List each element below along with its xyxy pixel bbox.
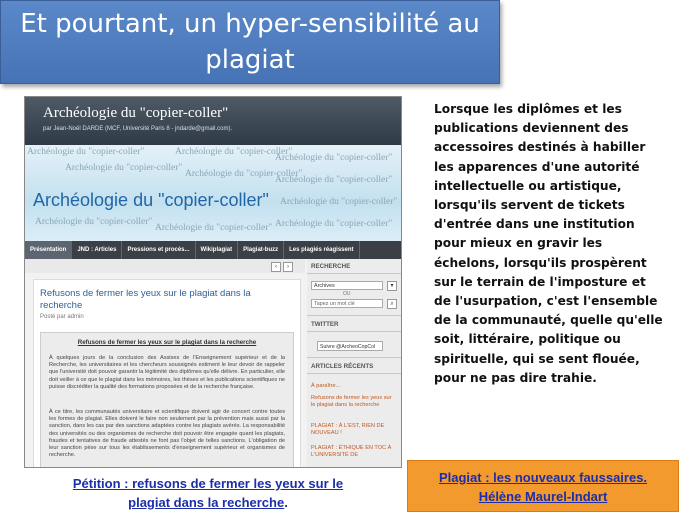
blog-nav — [25, 241, 401, 259]
recent-article-link[interactable]: PLAGIAT : À L'EST, RIEN DE NOUVEAU ! — [311, 423, 385, 436]
post-title[interactable]: Refusons de fermer les yeux sur le plagiat dans la recherche — [40, 288, 251, 311]
nav-item[interactable]: Pressions et procès... — [122, 241, 195, 259]
post-paragraph: À quelques jours de la conclusion des Assises de l'Enseignement supérieur et de la Recherche, les universitaires et les chercheurs soussignés estiment le leur devoir de rappeler que l'université doit pouvoir garantir la légitimité des diplômes qu'elle délivre. En particulier, elle doit veiller à ce que le plagiat dans les mémoires, les thèses et les publications scientifiques ne puisse discréditer la qualité des formations proposées et de la recherche française. — [49, 355, 285, 390]
sidebar-heading-articles: ARTICLES RÉCENTS — [311, 363, 374, 370]
book-title-link[interactable]: Plagiat : les nouveaux faussaires. — [438, 470, 648, 485]
title-banner — [0, 0, 500, 84]
nav-item[interactable]: Plagiat-buzz — [238, 241, 284, 259]
banner-watermark: Archéologie du "copier-coller" — [35, 217, 153, 227]
archives-select[interactable]: Archives — [311, 281, 383, 290]
banner-title: Archéologie du "copier-coller" — [33, 190, 269, 210]
divider — [307, 357, 401, 358]
search-input[interactable]: Tapez un mot clé — [311, 299, 383, 308]
recent-article-link[interactable]: PLAGIAT : ÉTHIQUE EN TOC À L'UNIVERSITÉ DE — [311, 445, 392, 458]
post-excerpt-box — [40, 332, 294, 468]
blog-site-title: Archéologie du "copier-coller" — [43, 105, 229, 121]
blog-site-subtitle: par Jean-Noël DARDE (MCF, Université Paris 8 - jndarde@gmail.com). — [43, 126, 233, 132]
banner-watermark: Archéologie du "copier-coller" — [275, 175, 393, 185]
nav-item[interactable]: Les plagiés réagissent — [284, 241, 359, 259]
divider — [307, 373, 401, 374]
divider — [307, 315, 401, 316]
nav-item[interactable]: Présentation — [25, 241, 72, 259]
blog-sidebar — [307, 259, 401, 467]
quote-paragraph: Lorsque les diplômes et les publications deviennent des accessoires destinés à habiller les apparences d'une autorité intellectuelle ou artistique, lorsqu'ils servent de tickets d'entrée dans une institution pour mieux en gravir les échelons, lorsqu'ils prospèrent sur le terrain de l'imposture et de l'usurpation, c'est l'ensemble de la communauté, quelle qu'elle soit, littéraire, politique ou spirituelle, qui se sent flouée, pour ne pas dire trahie. — [434, 102, 663, 385]
blog-post — [33, 279, 301, 468]
search-icon[interactable]: ⌕ — [387, 299, 397, 309]
title-line-2: plagiat — [205, 45, 295, 75]
post-meta: Posté par admin — [40, 314, 84, 320]
banner-watermark: Archéologie du "copier-coller" — [175, 147, 293, 157]
banner-watermark: Archéologie du "copier-coller" — [65, 163, 183, 173]
petition-caption[interactable] — [38, 474, 378, 512]
petition-link-line-2[interactable]: plagiat dans la recherche — [128, 495, 285, 510]
chevron-down-icon[interactable]: ▾ — [387, 281, 397, 291]
banner-watermark: Archéologie du "copier-coller" — [27, 147, 145, 157]
title-line-1: Et pourtant, un hyper-sensibilité au — [20, 9, 480, 39]
banner-watermark: Archéologie du "copier-coller" — [275, 219, 393, 229]
book-author-link[interactable]: Hélène Maurel-Indart — [478, 489, 608, 504]
post-toolbar — [25, 259, 305, 273]
post-box-heading: Refusons de fermer les yeux sur le plagiat dans la recherche — [77, 339, 257, 346]
sidebar-heading-twitter: TWITTER — [311, 321, 339, 328]
blog-screenshot — [24, 96, 402, 468]
recent-article-link[interactable]: À paraître... — [311, 383, 341, 389]
or-separator: OU — [343, 291, 351, 297]
banner-watermark: Archéologie du "copier-coller" — [185, 169, 303, 179]
banner-watermark: Archéologie du "copier-coller" — [280, 197, 398, 207]
divider — [307, 331, 401, 332]
recent-article-link[interactable]: Refusons de fermer les yeux sur le plagiat dans la recherche — [311, 395, 392, 408]
book-caption-box — [407, 460, 679, 512]
divider — [307, 273, 401, 274]
sidebar-heading-recherche: RECHERCHE — [311, 263, 351, 270]
prev-arrow-icon[interactable]: ‹ — [271, 262, 281, 272]
post-paragraph: À ce titre, les communautés universitaire et scientifique doivent agir de concert contre toutes les formes de plagiat. Elles doivent le faire non seulement par la prévention mais aussi par la sanction, dans les cas par des sanctions adaptées contre les plagiats avérés. La responsabilité des universités ou des organismes de recherche doit pouvoir être engagée quant les plagiats, fraudes et tentatives de fraude attestés ne font pas l'objet de telles sanctions. L'obligation de leur sanction pèse sur tous les établissements d'enseignement supérieur et organismes de recherche. — [49, 409, 285, 459]
banner-watermark: Archéologie du "copier-coller" — [275, 153, 393, 163]
caption-period: . — [284, 495, 288, 510]
nav-item[interactable]: Wikiplagiat — [196, 241, 239, 259]
nav-item[interactable]: JND : Articles — [72, 241, 122, 259]
blog-header — [25, 97, 401, 145]
twitter-follow-button[interactable]: Suivre @ArcheoCopCol — [317, 341, 383, 351]
banner-watermark: Archéologie du "copier-coller" — [155, 223, 273, 233]
blog-banner — [25, 145, 401, 241]
petition-link-line-1[interactable]: Pétition : refusons de fermer les yeux sur le — [72, 476, 344, 491]
next-arrow-icon[interactable]: › — [283, 262, 293, 272]
